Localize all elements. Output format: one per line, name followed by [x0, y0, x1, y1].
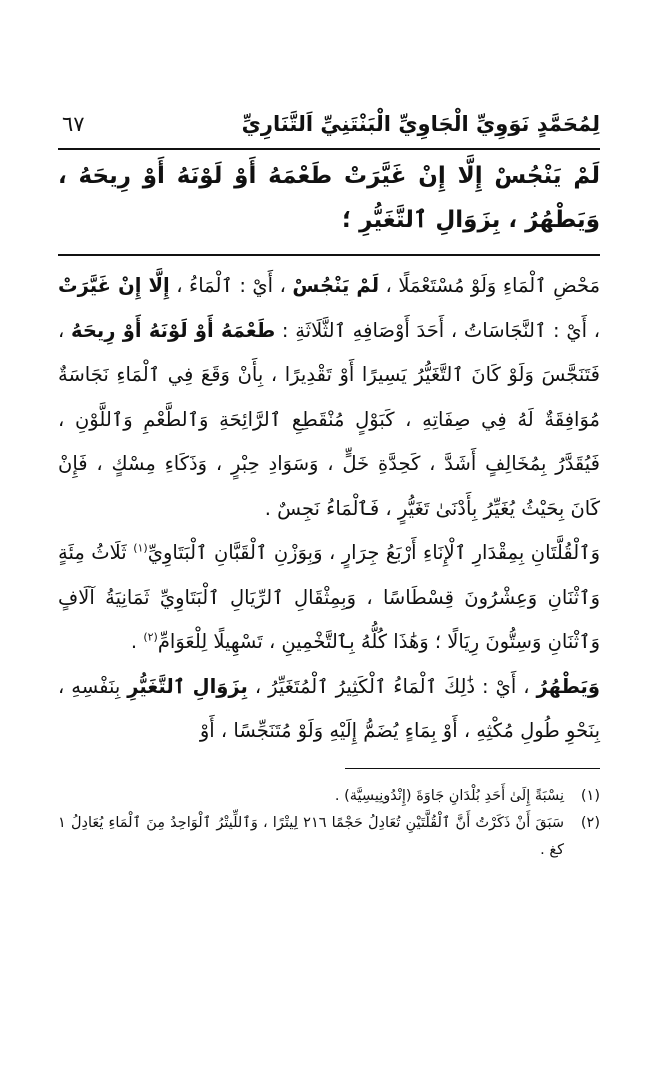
commentary-text: ، فَتَنَجَّسَ وَلَوْ كَانَ ٱلتَّغَيُّرُ يَسِيرًا أَوْ تَقْدِيرًا ، بِأَنْ وَقَعَ فِي ٱلْمَاءِ نَجَاسَةٌ مُوَافِقَةٌ لَهُ فِي صِفَاتِهِ ، كَبَوْلٍ مُنْقَطِعِ ٱلرَّائِحَةِ وَٱلطَّعْمِ وَٱللَّوْنِ ، فَيُقَدَّرُ بِمُخَالِفٍ أَشَدَّ ، كَحِدَّةِ خَلٍّ ، وَسَوَادِ حِبْرٍ ، وَذَكَاءِ مِسْكٍ ، فَإِنْ كَانَ بِحَيْثُ يُغَيِّرُ بِأَدْنَىٰ تَغَيُّرٍ ، فَٱلْمَاءُ نَجِسٌ . — [58, 318, 600, 520]
footnote-marker-2: (٢) — [143, 630, 158, 644]
matn-quote: إِلَّا إِنْ غَيَّرَتْ — [58, 274, 170, 297]
matn-quote: بِزَوَالِ ٱلتَّغَيُّرِ — [127, 674, 248, 698]
footnotes — [58, 783, 600, 864]
matn-text: لَمْ يَنْجُسْ إِلَّا إِنْ غَيَّرَتْ طَعْمَهُ أَوْ لَوْنَهُ أَوْ رِيحَهُ ، وَيَطْهُرُ ، بِزَوَالِ ٱلتَّغَيُّرِ ؛ — [58, 163, 600, 233]
footnote-separator — [345, 768, 600, 769]
page-number: ٦٧ — [62, 112, 85, 136]
commentary-text: وَٱلْقُلَّتَانِ بِمِقْدَارِ ٱلْإِنَاءِ أَرْبَعُ جِرَارٍ ، وَبِوَزْنِ ٱلْقَبَّانِ ٱلْبَتَاوِيِّ — [147, 541, 600, 564]
commentary-text: ، أَيْ : ذَٰلِكَ ٱلْمَاءُ ٱلْكَثِيرُ ٱلْمُتَغَيِّرُ ، — [247, 674, 537, 698]
matn-quote: وَيَطْهُرُ — [536, 674, 600, 698]
matn-quote: لَمْ يَنْجُسْ — [292, 274, 380, 297]
footnote-2 — [58, 810, 600, 864]
footnote-number: (٢) — [580, 814, 600, 831]
running-header — [58, 112, 600, 148]
commentary-text: ثَلَاثُ مِئَةٍ وَٱثْنَانِ وَعِشْرُونَ قِسْطَاسًا ، وَبِمِثْقَالِ ٱلرِّيَالِ ٱلْبَتَاوِيِّ ثَمَانِيَةُ آلَافٍ وَٱثْنَانِ وَسِتُّونَ رِيَالًا ؛ وَهَٰذَا كُلُّهُ بِٱلتَّخْمِينِ ، تَسْهِيلًا لِلْعَوَامِّ — [58, 541, 600, 653]
commentary-paragraph-2 — [58, 531, 600, 665]
footnote-text: نِسْبَةً إِلَىٰ أَحَدِ بُلْدَانِ جَاوَةَ (إِنْدُونِيسِيَّة) . — [334, 787, 564, 804]
commentary-text: ، أَيْ : ٱلْمَاءُ ، — [169, 274, 293, 297]
matn-quote: طَعْمَهُ أَوْ لَوْنَهُ أَوْ رِيحَهُ — [71, 318, 276, 342]
commentary-text: ، أَيْ : ٱلنَّجَاسَاتُ ، أَحَدَ أَوْصَافِهِ ٱلثَّلَاثَةِ : — [275, 318, 600, 342]
footnote-number: (١) — [580, 787, 600, 804]
running-header-title: لِمُحَمَّدٍ نَوَوِيِّ الْجَاوِيِّ الْبَنْتَنِيِّ اَلتَّنَارِيِّ — [241, 112, 600, 136]
commentary-paragraph-3 — [58, 665, 600, 754]
commentary-text: مَحْضِ ٱلْمَاءِ وَلَوْ مُسْتَعْمَلًا ، — [379, 274, 601, 297]
footnote-1 — [58, 783, 600, 810]
footnote-text: سَبَقَ أَنْ ذَكَرْتُ أَنَّ ٱلْقُلَّتَيْنِ تُعَادِلُ حَجْمًا ٢١٦ لِيتْرًا ، وَٱللِّيتْرُ ٱلْوَاحِدُ مِنَ ٱلْمَاءِ يُعَادِلُ ١ كغ . — [58, 814, 564, 858]
commentary-text: بِنَفْسِهِ ، بِنَحْوِ طُولِ مُكْثِهِ ، أَوْ بِمَاءٍ يُضَمُّ إِلَيْهِ وَلَوْ مُتَنَجِّسًا ، أَوْ — [58, 674, 600, 742]
book-page — [58, 112, 600, 864]
footnote-marker-1: (١) — [133, 541, 148, 555]
commentary-text: . — [130, 630, 144, 653]
commentary-paragraph-1 — [58, 256, 600, 531]
